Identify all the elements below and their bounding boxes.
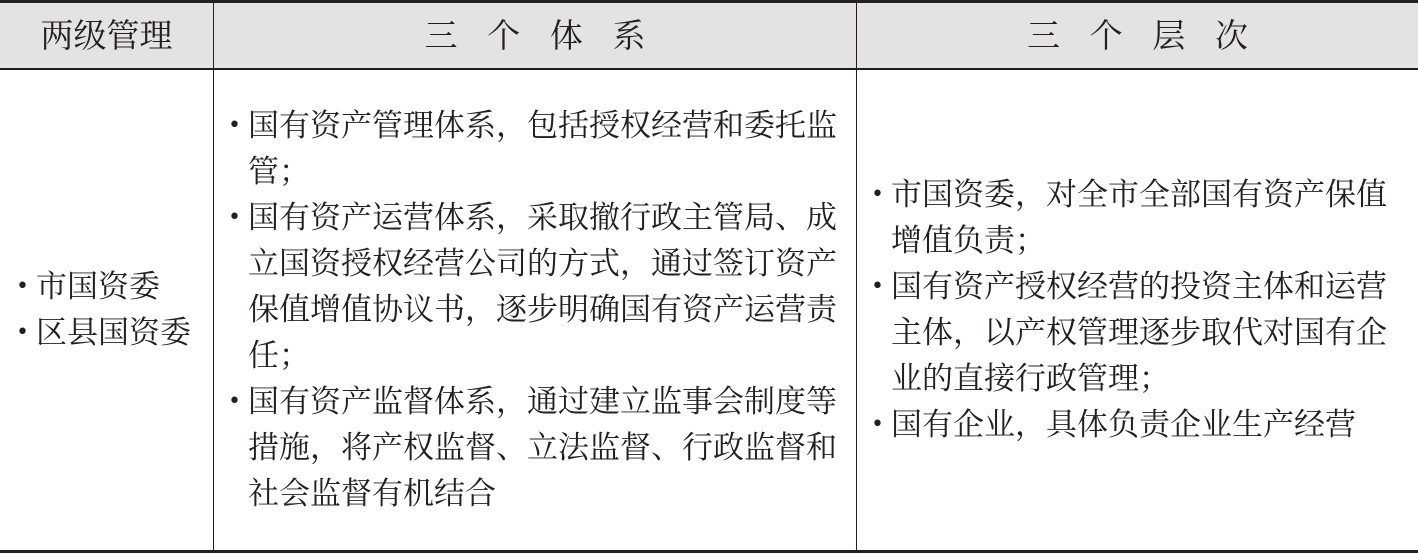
list-item [867,402,1414,448]
list-item-text: 国有资产运营体系，采取撤行政主管局、成立国资授权经营公司的方式，通过签订资产保值增值协议书，逐步明确国有资产运营责任； [248,200,837,374]
bottom-rule [0,550,1418,553]
list-item [12,264,213,310]
header-three-levels: 三个层次 [1026,16,1278,55]
bullet-icon: • [871,182,884,207]
bullet-icon: • [228,113,241,138]
list-item-text: 国有资产监督体系，通过建立监事会制度等措施，将产权监督、立法监督、行政监督和社会监督有机结合 [248,384,837,512]
bullet-icon: • [16,320,29,345]
list-item [224,103,850,195]
bullet-icon: • [228,389,241,414]
list-item-text: 市国资委，对全市全部国有资产保值增值负责； [891,177,1387,259]
list-item-text: 国有企业，具体负责企业生产经营 [891,407,1356,443]
list-item-text: 市国资委 [36,269,160,305]
list-item [224,195,850,379]
list-item [224,379,850,517]
header-three-systems: 三个体系 [424,16,676,55]
bullet-icon: • [871,412,884,437]
list-item [867,264,1414,402]
list-item-text: 区县国资委 [36,315,191,351]
bullet-icon: • [228,205,241,230]
bullet-icon: • [16,274,29,299]
list-item [12,310,213,356]
header-two-level-management: 两级管理 [40,16,173,55]
list-item-text: 国有资产授权经营的投资主体和运营主体，以产权管理逐步取代对国有企业的直接行政管理； [891,269,1387,397]
cell-three-levels [857,70,1418,550]
cell-two-level-management [0,70,213,550]
list-item-text: 国有资产管理体系，包括授权经营和委托监管； [248,108,837,190]
cell-three-systems [214,70,856,550]
bullet-icon: • [871,274,884,299]
list-item [867,172,1414,264]
